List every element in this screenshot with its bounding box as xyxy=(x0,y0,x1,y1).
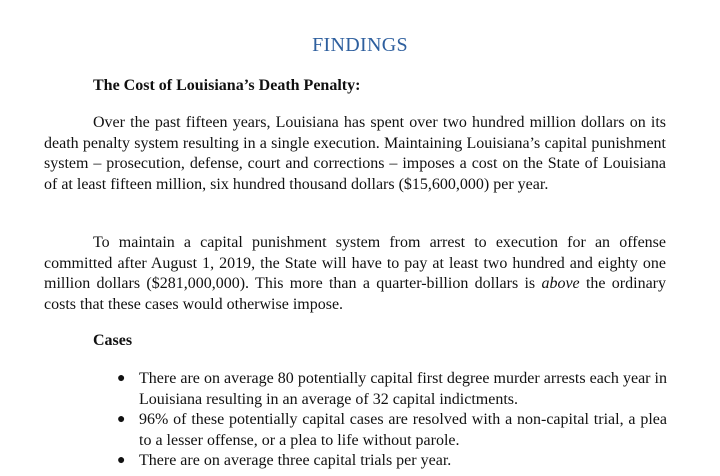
bullet-icon: ● xyxy=(117,412,126,427)
section-heading-cost: The Cost of Louisiana’s Death Penalty: xyxy=(93,77,361,94)
list-item xyxy=(117,410,667,451)
cases-bullet-list xyxy=(0,369,720,472)
paragraph-cost-summary: Over the past fifteen years, Louisiana has spent over two hundred million dollars on its death penalty system resulting in a single execution. Maintaining Louisiana’s capital punishment system – prosecution, defense, court and corrections – imposes a cost on the State of Louisiana of at least fifteen million, six hundred thousand dollars ($15,600,000) per year. xyxy=(44,114,666,193)
emphasis-text: above xyxy=(541,275,580,292)
paragraph-text-part: the ordinary costs that these cases would otherwise impose. xyxy=(44,275,667,313)
list-item-text: There are on average three capital trials per year. xyxy=(139,452,452,469)
list-item xyxy=(117,451,667,472)
bullet-icon: ● xyxy=(117,453,126,468)
paragraph-text-part: To maintain a capital punishment system from arrest to execution for an offense committed after August 1, 2019, the State will have to pay at least two hundred and eighty one million dollars ($281,000,000). This more than a quarter-billion dollars is xyxy=(44,234,666,292)
list-item-text: There are on average 80 potentially capital first degree murder arrests each year in Louisiana resulting in an average of 32 capital indictments. xyxy=(139,370,667,408)
section-heading-cases: Cases xyxy=(93,332,133,349)
bullet-icon: ● xyxy=(117,371,126,386)
page-title: FINDINGS xyxy=(312,34,408,56)
list-item xyxy=(117,369,667,410)
paragraph-cost-projection xyxy=(44,233,666,315)
list-item-text: 96% of these potentially capital cases are resolved with a non-capital trial, a plea to a lesser offense, or a plea to life without parole. xyxy=(139,411,667,449)
